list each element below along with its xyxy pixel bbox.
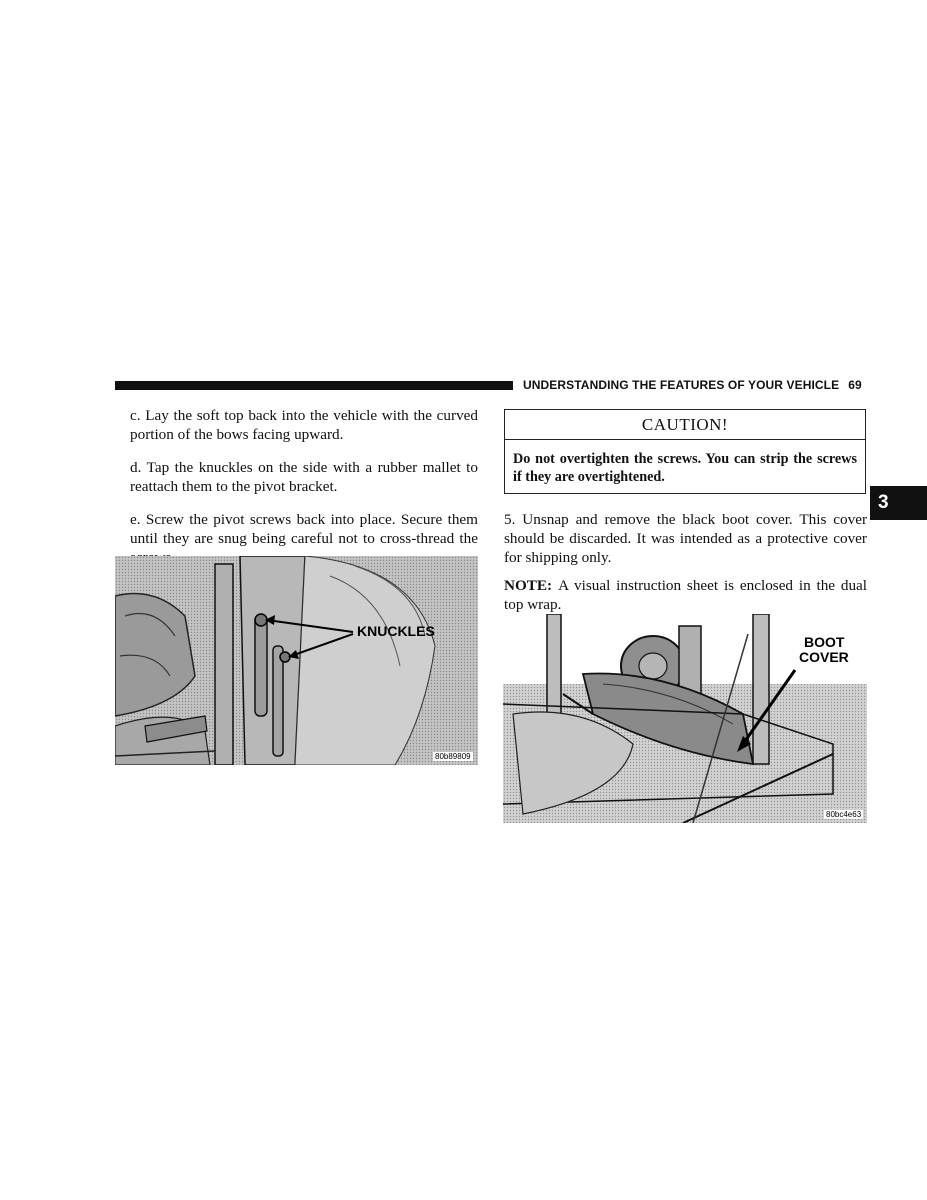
caution-title: CAUTION! bbox=[505, 410, 865, 440]
caution-box bbox=[504, 409, 866, 494]
note-label: NOTE: bbox=[504, 577, 553, 594]
running-header bbox=[523, 378, 862, 392]
knuckles-drawing bbox=[115, 556, 478, 765]
note-paragraph bbox=[504, 576, 867, 614]
header-rule bbox=[115, 381, 513, 390]
boot-callout-line1: BOOT bbox=[804, 634, 845, 650]
left-column bbox=[130, 406, 478, 581]
step-e-text: e. Screw the pivot screws back into place. Secure them until they are snug being careful not to cross-thread the bbox=[130, 511, 478, 547]
step-d-text: d. Tap the knuckles on the side with a rubber mallet to reattach them to the pivot bracket. bbox=[130, 459, 478, 495]
caution-body: Do not overtighten the screws. You can strip the screws if they are overtightened. bbox=[513, 451, 857, 485]
note-text: A visual instruction sheet is enclosed in the dual top wrap. bbox=[504, 577, 867, 613]
knuckles-callout: KNUCKLES bbox=[357, 623, 435, 639]
section-tab: 3 bbox=[870, 486, 927, 520]
boot-callout-line2: COVER bbox=[799, 649, 849, 665]
page-number: 69 bbox=[848, 378, 862, 392]
knuckles-illustration bbox=[115, 556, 478, 765]
figure2-code: 80bc4e63 bbox=[826, 810, 862, 819]
figure1-code: 80b89809 bbox=[435, 752, 471, 761]
right-column bbox=[504, 510, 867, 623]
step-5-text: 5. Unsnap and remove the black boot cover. This cover should be discarded. It was intended as a protective cover for shipping only. bbox=[504, 511, 867, 566]
step-c-text: c. Lay the soft top back into the vehicle with the curved portion of the bows facing upward. bbox=[130, 407, 478, 443]
boot-cover-illustration bbox=[503, 614, 867, 823]
header-title: UNDERSTANDING THE FEATURES OF YOUR VEHICLE bbox=[523, 378, 840, 392]
